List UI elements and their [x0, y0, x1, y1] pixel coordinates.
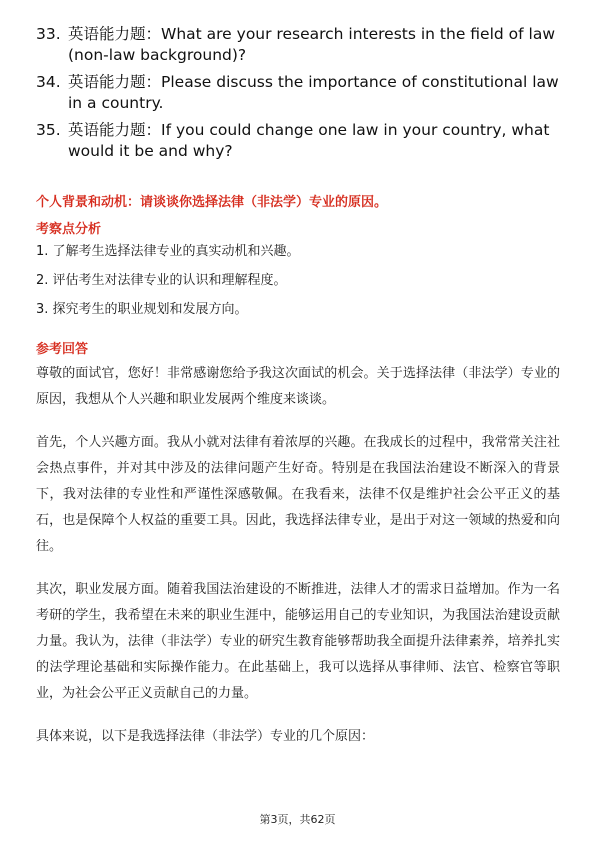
analysis-item: 3. 探究考生的职业规划和发展方向。 [36, 302, 248, 317]
analysis-item: 2. 评估考生对法律专业的认识和理解程度。 [36, 273, 287, 288]
question-item [36, 72, 566, 114]
answer-heading: 参考回答 [36, 342, 89, 357]
question-text: 英语能力题：What are your research interests in the field of law (non-law background)? [68, 25, 556, 64]
analysis-list [36, 242, 566, 329]
answer-paragraph: 首先，个人兴趣方面。我从小就对法律有着浓厚的兴趣。在我成长的过程中，我常常关注社会热点事件，并对其中涉及的法律问题产生好奇。特别是在我国法治建设不断深入的背景下，我对法律的专业性和严谨性深感敬佩。在我看来，法律不仅是维护社会公平正义的基石，也是保障个人权益的重要工具。因此，我选择法律专业，是出于对这一领域的热爱和向往。 [36, 435, 560, 554]
answer-paragraph: 尊敬的面试官，您好！非常感谢您给予我这次面试的机会。关于选择法律（非法学）专业的原因，我想从个人兴趣和职业发展两个维度来谈谈。 [36, 366, 560, 407]
question-item [36, 24, 566, 66]
question-number: 35. [36, 121, 61, 139]
answer-paragraph: 其次，职业发展方面。随着我国法治建设的不断推进，法律人才的需求日益增加。作为一名考研的学生，我希望在未来的职业生涯中，能够运用自己的专业知识，为我国法治建设贡献力量。我认为，法律（非法学）专业的研究生教育能够帮助我全面提升法律素养，培养扎实的法学理论基础和实际操作能力。在此基础上，我可以选择从事律师、法官、检察官等职业，为社会公平正义贡献自己的力量。 [36, 582, 560, 701]
question-number: 33. [36, 25, 61, 43]
question-number: 34. [36, 73, 61, 91]
page-footer: 第3页，共62页 [259, 813, 336, 826]
question-text: 英语能力题：Please discuss the importance of constitutional law in a country. [68, 73, 559, 112]
question-list [36, 24, 566, 168]
question-item [36, 120, 566, 162]
section-title: 个人背景和动机：请谈谈你选择法律（非法学）专业的原因。 [36, 195, 388, 210]
answer-body [36, 361, 560, 767]
question-text: 英语能力题：If you could change one law in your country, what would it be and why? [68, 121, 550, 160]
analysis-item: 1. 了解考生选择法律专业的真实动机和兴趣。 [36, 244, 300, 259]
answer-paragraph: 具体来说，以下是我选择法律（非法学）专业的几个原因： [36, 729, 375, 744]
analysis-heading: 考察点分析 [36, 222, 102, 237]
